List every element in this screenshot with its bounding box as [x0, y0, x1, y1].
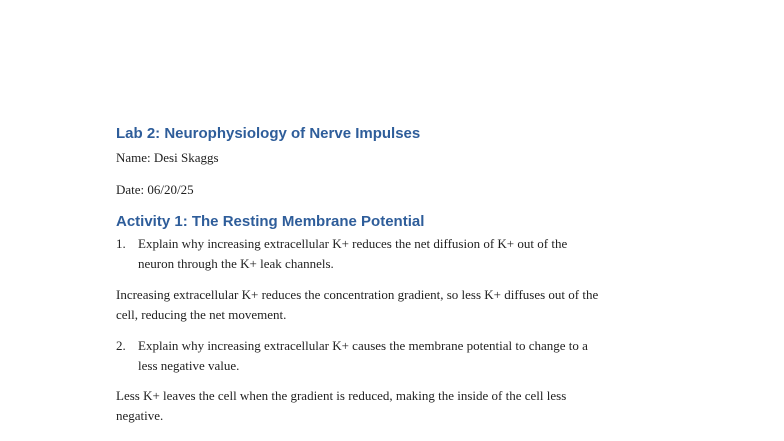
document-title: Lab 2: Neurophysiology of Nerve Impulses [116, 125, 421, 142]
activity-heading: Activity 1: The Resting Membrane Potential [116, 213, 425, 230]
question-text-line: neuron through the K+ leak channels. [138, 256, 334, 271]
answer-line: cell, reducing the net movement. [116, 307, 287, 322]
question-text-line: less negative value. [138, 358, 240, 373]
lab-date: Date: 06/20/25 [116, 182, 194, 197]
question-number: 1. [116, 236, 126, 251]
answer-paragraph [116, 285, 676, 325]
question-text [138, 234, 567, 274]
answer-line: Increasing extracellular K+ reduces the concentration gradient, so less K+ diffuses out of the [116, 287, 599, 302]
question-text [138, 336, 588, 376]
question-text-line: Explain why increasing extracellular K+ reduces the net diffusion of K+ out of the [138, 236, 568, 251]
question-number: 2. [116, 338, 126, 353]
answer-line: Less K+ leaves the cell when the gradient is reduced, making the inside of the cell less [116, 388, 567, 403]
answer-line: negative. [116, 408, 164, 423]
question-text-line: Explain why increasing extracellular K+ causes the membrane potential to change to a [138, 338, 588, 353]
student-name: Name: Desi Skaggs [116, 150, 219, 165]
answer-paragraph [116, 386, 676, 426]
